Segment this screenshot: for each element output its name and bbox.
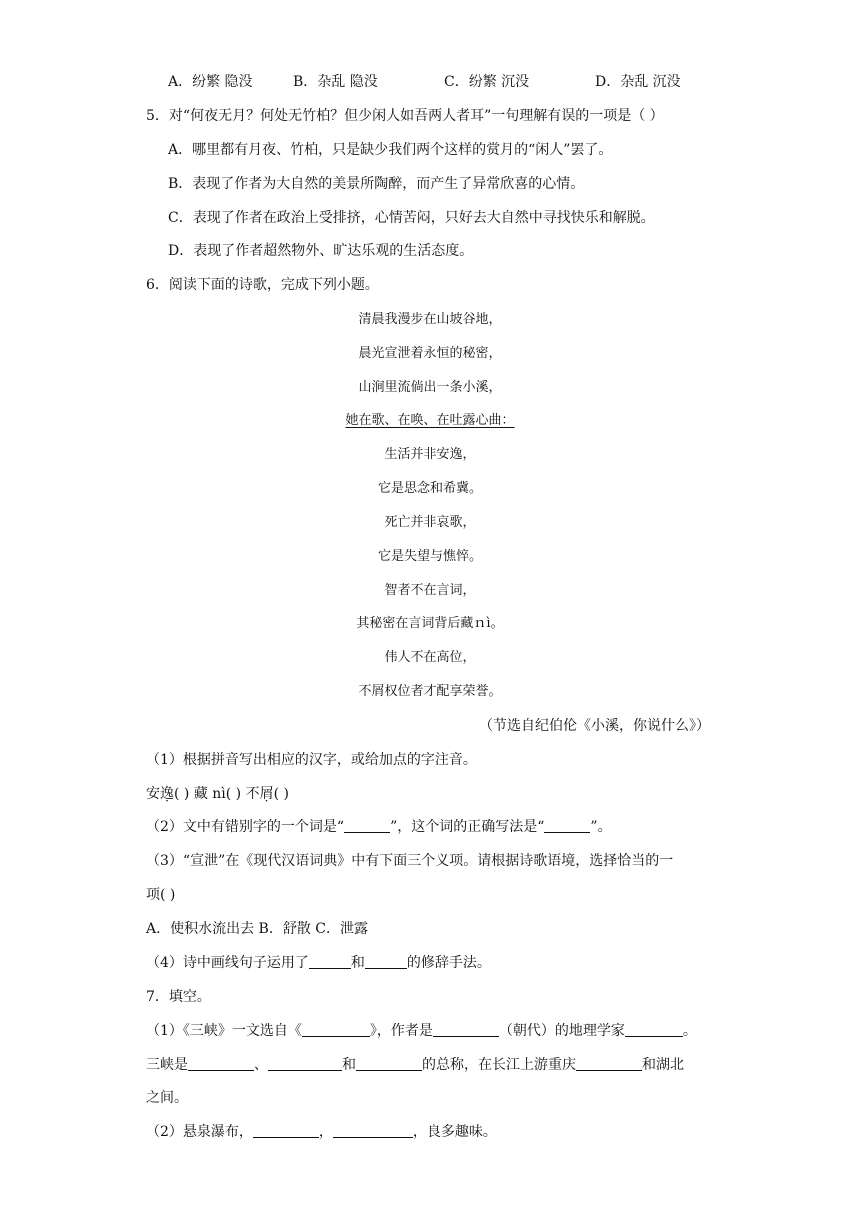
poem-line: 山涧里流倘出一条小溪， <box>358 380 502 395</box>
q6-sub3-options: A．使积水流出去 B．舒散 C．泄露 <box>146 921 369 937</box>
poem-line: 清晨我漫步在山坡谷地， <box>358 312 502 327</box>
q6-sub3-line2: 项( ) <box>146 887 176 903</box>
answer-blank[interactable] <box>253 1123 319 1138</box>
q6-sub4: （4）诗中画线句子运用了 和 的修辞手法。 <box>146 955 491 971</box>
answer-blank[interactable] <box>344 818 390 833</box>
q4-option-a: A．纷繁 隐没 <box>168 74 253 90</box>
dotted-char: 屑 <box>259 786 274 802</box>
q5-option-a: A．哪里都有月夜、竹柏，只是缺少我们两个这样的赏月的“闲人”罢了。 <box>168 142 613 158</box>
q6-sub3-line1: （3）“宣泄”在《现代汉语词典》中有下面三个义项。请根据诗歌语境，选择恰当的一 <box>146 853 674 869</box>
poem-line-underlined <box>0 411 860 431</box>
q6-sub1-items: 安逸( ) 藏 nì( ) 不屑( ) <box>146 786 289 802</box>
q5-option-b: B．表现了作者为大自然的美景所陶醉，而产生了异常欣喜的心情。 <box>168 176 585 192</box>
answer-blank[interactable] <box>433 1022 499 1037</box>
q6-stem: 6．阅读下面的诗歌，完成下列小题。 <box>146 277 379 293</box>
q7-sub1-line3: 之间。 <box>146 1090 188 1106</box>
answer-blank[interactable] <box>302 1022 370 1037</box>
q5-option-d: D．表现了作者超然物外、旷达乐观的生活态度。 <box>168 243 474 259</box>
q7-sub1-line1: （1）《三峡》一文选自《 》，作者是 （朝代）的地理学家 。 <box>146 1023 697 1039</box>
q4-option-c: C．纷繁 沉没 <box>444 74 530 90</box>
answer-blank[interactable] <box>333 1123 413 1138</box>
q5-stem: 5．对“何夜无月？何处无竹柏？但少闲人如吾两人者耳”一句理解有误的一项是（ ） <box>146 108 664 124</box>
q6-sub2: （2）文中有错别字的一个词是“ ”，这个词的正确写法是“ ”。 <box>146 819 612 835</box>
q7-sub1-line2: 三峡是 、 和 的总称，在长江上游重庆 和湖北 <box>146 1057 684 1073</box>
poem-source: （节选自纪伯伦《小溪，你说什么》） <box>479 718 710 734</box>
answer-blank[interactable] <box>188 1056 254 1071</box>
poem-line: 伟人不在高位， <box>384 650 476 665</box>
q4-option-b: B．杂乱 隐没 <box>293 74 378 90</box>
answer-blank[interactable] <box>356 1056 422 1071</box>
underlined-sentence: 她在歌、在唤、在吐露心曲： <box>345 413 515 428</box>
poem-line: 不屑权位者才配享荣誉。 <box>358 684 502 699</box>
poem-line: 智者不在言词， <box>384 583 476 598</box>
dotted-char: 逸 <box>160 786 174 802</box>
answer-blank[interactable] <box>365 954 407 969</box>
q6-sub1-stem: （1）根据拼音写出相应的汉字，或给加点的字注音。 <box>146 752 477 768</box>
answer-blank[interactable] <box>625 1022 683 1037</box>
q7-sub2: （2）悬泉瀑布， ， ，良多趣味。 <box>146 1124 497 1140</box>
poem-line: 它是思念和希冀。 <box>377 481 482 496</box>
poem-line: 生活并非安逸， <box>384 447 476 462</box>
poem-line: 死亡并非哀歌， <box>384 515 476 530</box>
answer-blank[interactable] <box>309 954 351 969</box>
q5-option-c: C．表现了作者在政治上受排挤，心情苦闷，只好去大自然中寻找快乐和解脱。 <box>168 210 655 226</box>
q4-option-d: D．杂乱 沉没 <box>595 74 681 90</box>
answer-blank[interactable] <box>268 1056 342 1071</box>
answer-blank[interactable] <box>544 818 590 833</box>
poem-line: 其秘密在言词背后藏ｎì。 <box>356 616 504 631</box>
answer-blank[interactable] <box>576 1056 642 1071</box>
poem-line: 它是失望与憔悴。 <box>377 549 482 564</box>
poem-line: 晨光宣泄着永恒的秘密， <box>358 346 502 361</box>
q7-stem: 7．填空。 <box>146 989 211 1005</box>
